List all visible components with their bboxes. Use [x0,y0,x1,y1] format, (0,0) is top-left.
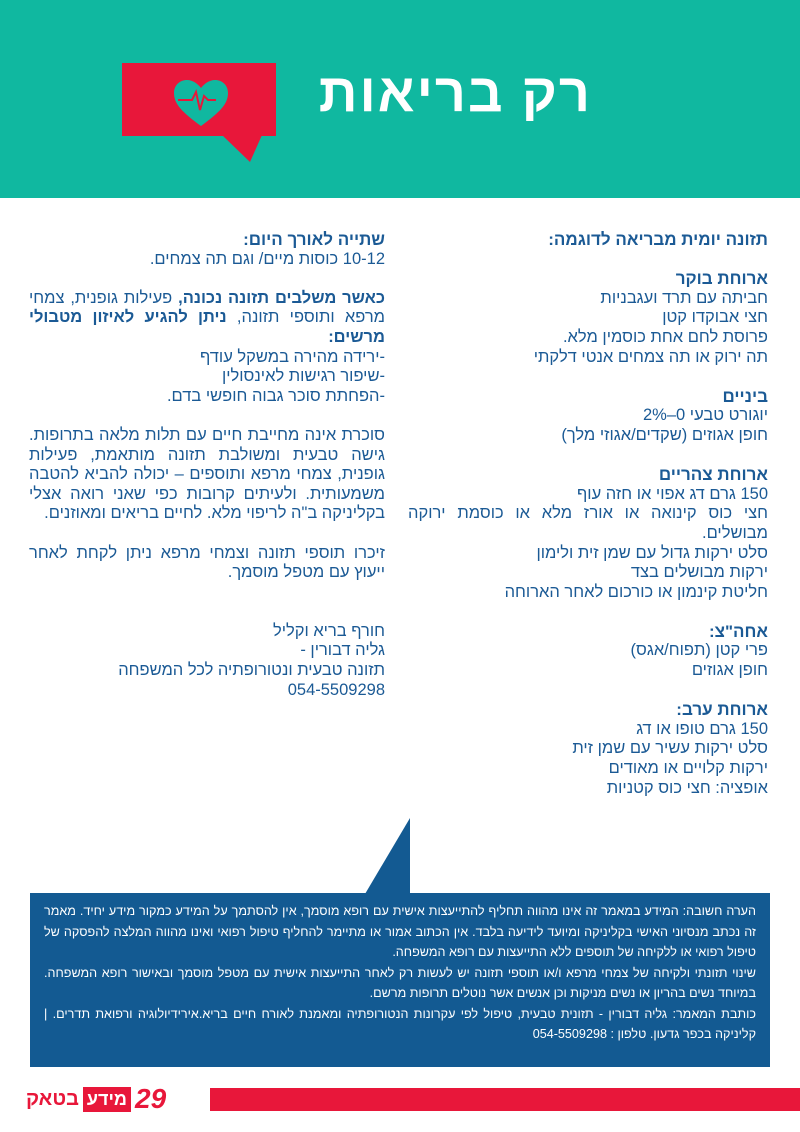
menu-intro-heading: תזונה יומית מבריאה לדוגמה: [548,230,768,249]
benefit-item: -שיפור רגישות לאינסולין [221,367,385,386]
logo-box: מידע [83,1087,131,1112]
meal-heading: ארוחת בוקר [675,269,768,289]
reminder-paragraph: זיכרו תוספי תזונה וצמחי מרפא ניתן לקחת לאחר ייעוץ עם מטפל מוסמך. [29,543,385,582]
signature-line: תזונה טבעית ונטורופתיה לכל המשפחה [118,661,385,680]
meal-item: חליטת קינמון או כורכום לאחר הארוחה [504,582,768,601]
disclaimer-box [30,893,770,1067]
meal-item: תה ירוק או תה צמחים אנטי דלקתי [533,347,768,366]
author-credit: כותבת המאמר: גליה דבורין - תזונית טבעית, טיפול לפי עקרונות הנטורופתיה ומאמנת לאורח חיים בריא.אירידיולוגיה ורפואת תדרים. | קליניקה בכפר גדעון. טלפון : 054-5509298 [44,1006,756,1041]
signature-line: גליה דבורין - [300,641,385,660]
magazine-logo [26,1084,166,1114]
drink-text: 10-12 כוסות מיים/ וגם תה צמחים. [149,249,385,268]
signature-line: חורף בריא וקליל [272,621,385,640]
meal-item: ירקות מבושלים בצד [630,563,768,582]
meal-heading: ארוחת ערב: [676,700,768,720]
logo-word: בטאק [26,1087,79,1110]
meal-item: פרוסת לחם אחת כוסמין מלא. [562,327,768,346]
disclaimer-text: הערה חשובה: המידע במאמר זה אינו מהווה תחליף להתייעצות אישית עם רופא מוסמך, אין להסתמך על המידע כמקור מידע יחיד. מאמר זה נכתב מנסיוני האישי בקליניקה ומיועד לידיעה בלבד. אין הכתוב אמור או מתיימר להחליף טיפול רפואי ואינו מהווה המלצה להפסקה של טיפול רפואי או ללקיחה של תוספים ללא התייעצות עם רופא המשפחה. [44,904,756,959]
footer-bar [210,1088,800,1111]
page-title: רק בריאות [318,63,592,123]
benefit-item: -הפחתת סוכר גבוה חופשי בדם. [166,386,385,405]
meal-item: סלט ירקות גדול עם שמן זית ולימון [536,543,768,562]
signature-phone: 054-5509298 [287,680,385,699]
disclaimer-text: שינוי תזונתי ולקיחה של צמחי מרפא ו/או תוספי תזונה יש לעשות רק לאחר התייעצות אישית עם מטפל מוסמך ובאישור רופא המשפחה. במיוחד נשים בהריון או נשים מניקות וכן אנשים אשר נוטלים תרופות מרשם. [44,965,756,1000]
meal-item: אופציה: חצי כוס קטניות [606,778,768,797]
meal-heading: ארוחת צהריים [658,465,768,485]
meal-item: חופן אגוזים (שקדים/אגוזי מלך) [561,425,768,444]
combo-text: פעילות גופנית, צמחי מרפא ותוספי תזונה, [29,288,385,327]
meal-heading: אחה"צ: [708,621,768,641]
meal-heading: ביניים [722,386,768,406]
benefit-item: -ירידה מהירה במשקל עודף [200,347,385,366]
page-number: 29 [135,1083,167,1114]
meal-item: פרי קטן (תפוח/אגס) [630,641,768,660]
meal-item: ירקות קלויים או מאודים [608,759,768,778]
meal-item: חצי כוס קינואה או אורז מלא או כוסמת ירוקה מבושלים. [408,504,768,542]
drink-heading: שתייה לאורך היום: [243,230,385,249]
diabetes-paragraph: סוכרת אינה מחייבת חיים עם תלות מלאה בתרופות. גישה טבעית ומשולבת תזונה מותאמת, פעילות גופנית, צמחי מרפא ותוספים – יכולה להביא להטבה משמעותית. ולעיתים קרובות כפי שאני רואה אצלי בקליניקה ב"ה לריפוי מלא. לחיים בריאים ומאוזנים. [29,425,385,523]
meal-item: יוגורט טבעי 0–2% [642,406,768,425]
meal-item: חופן אגוזים [691,661,768,680]
meal-item: 150 גרם טופו או דג [636,719,768,738]
meal-item: חצי אבוקדו קטן [662,308,768,327]
combo-bold-2: ניתן להגיע לאיזון מטבולי מרשים: [29,308,385,346]
meal-item: סלט ירקות עשיר עם שמן זית [572,739,768,758]
meal-item: חביתה עם תרד ועגבניות [600,288,768,307]
meal-item: 150 גרם דג אפוי או חזה עוף [577,484,768,503]
combo-bold-1: כאשר משלבים תזונה נכונה, [178,288,385,307]
